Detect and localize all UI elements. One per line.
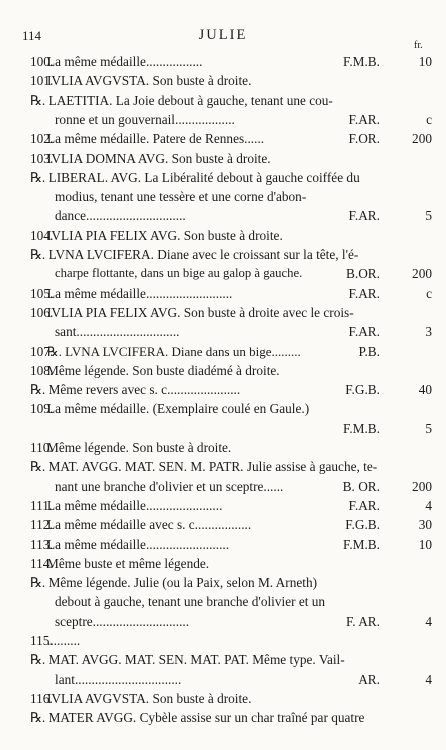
- page-title: JULIE: [198, 27, 248, 43]
- price-value: c: [426, 111, 432, 127]
- entry-text: La même médaille.................: [47, 54, 203, 69]
- entry-text: IVLIA AVGVSTA. Son buste à droite.: [47, 73, 252, 89]
- catalogue-line: [0, 361, 446, 380]
- metal-type: F.M.B.: [343, 420, 380, 436]
- metal-type: F.AR.: [348, 208, 380, 224]
- catalogue-line: [0, 515, 446, 534]
- entry-text: ℞. LVNA LVCIFERA. Diane avec le croissant sur la tête, l'é-: [30, 247, 359, 262]
- catalogue-line: [0, 322, 446, 341]
- metal-type: F.AR.: [348, 497, 380, 513]
- metal-type: P.B.: [358, 343, 380, 359]
- entry-number: 105.: [30, 285, 54, 301]
- entry-text: Même légende. Son buste à droite.: [47, 440, 232, 455]
- price-value: 3: [425, 324, 432, 340]
- catalogue-line: [0, 399, 446, 418]
- entry-number: 115.: [30, 633, 53, 648]
- metal-type: F.AR.: [348, 324, 380, 340]
- entry-text: lant................................: [55, 671, 182, 687]
- entry-number: 101.: [30, 73, 54, 89]
- catalogue-line: [0, 438, 446, 457]
- entry-text: La même médaille..........................: [47, 285, 233, 301]
- catalogue-line: [0, 689, 446, 708]
- catalogue-line: [0, 535, 446, 554]
- metal-type: F.OR.: [348, 131, 380, 147]
- price-value: 5: [425, 208, 432, 224]
- catalogue-line: [0, 496, 446, 515]
- catalogue-line: [0, 670, 446, 689]
- entry-text: Même légende. Son buste diadémé à droite.: [47, 362, 280, 378]
- entry-text: nant une branche d'olivier et un sceptre......: [55, 478, 284, 494]
- metal-type: F.M.B.: [343, 536, 380, 552]
- entry-text: ℞. LVNA LVCIFERA. Diane dans un bige.........: [47, 343, 301, 359]
- catalogue-line: [0, 342, 446, 361]
- price-value: 30: [418, 517, 432, 533]
- catalogue-line: [0, 457, 446, 476]
- price-value: 4: [425, 613, 432, 629]
- price-value: 200: [412, 478, 432, 494]
- entry-text: ℞. MATER AVGG. Cybèle assise sur un char traîné par quatre: [30, 710, 365, 726]
- price-value: 40: [418, 382, 432, 398]
- catalogue-line: [0, 380, 446, 399]
- metal-type: AR.: [358, 671, 380, 687]
- entry-text: sant...............................: [55, 324, 180, 340]
- entry-text: ..........: [47, 633, 81, 648]
- price-value: 4: [425, 671, 432, 687]
- entry-text: IVLIA DOMNA AVG. Son buste à droite.: [47, 150, 271, 166]
- catalogue-line: [0, 187, 446, 206]
- catalogue-line: [0, 284, 446, 303]
- catalogue-line: [0, 91, 446, 110]
- entry-text: La même médaille. (Exemplaire coulé en Gaule.): [47, 401, 310, 417]
- entry-text: La même médaille. Patere de Rennes......: [47, 131, 265, 147]
- catalogue-line: [0, 129, 446, 148]
- entry-text: IVLIA AVGVSTA. Son buste à droite.: [47, 690, 252, 706]
- catalogue-line: [0, 419, 446, 438]
- catalogue-line: [0, 110, 446, 129]
- entry-number: 102.: [30, 131, 54, 147]
- metal-type: F.G.B.: [345, 517, 380, 533]
- page-number: 114: [22, 28, 42, 43]
- column-header: [0, 40, 446, 52]
- entry-number: 112.: [30, 517, 53, 533]
- catalogue-line: [0, 477, 446, 496]
- entry-text: ℞. LIBERAL. AVG. La Libéralité debout à gauche coiffée du: [30, 169, 360, 185]
- entry-text: La même médaille.......................: [47, 497, 223, 513]
- entry-text: ℞. MAT. AVGG. MAT. SEN. MAT. PAT. Même type. Vail-: [30, 652, 345, 668]
- catalogue-line: [0, 573, 446, 592]
- metal-type: F.G.B.: [345, 382, 380, 398]
- price-value: 10: [418, 54, 432, 69]
- entry-text: ℞. Même revers avec s. c......................: [30, 382, 241, 398]
- metal-type: F.M.B.: [343, 54, 380, 69]
- entry-text: debout à gauche, tenant une branche d'olivier et un: [55, 594, 326, 610]
- price-value: c: [426, 285, 432, 301]
- entry-number: 116.: [30, 690, 53, 706]
- price-value: 4: [425, 497, 432, 513]
- catalogue-line: [0, 650, 446, 669]
- catalogue-line: [0, 631, 446, 650]
- entry-text: IVLIA PIA FELIX AVG. Son buste à droite.: [47, 227, 283, 243]
- price-value: 5: [425, 420, 432, 436]
- entry-text: ℞. LAETITIA. La Joie debout à gauche, tenant une cou-: [30, 92, 333, 108]
- catalogue-line: [0, 708, 446, 727]
- metal-type: F.AR.: [348, 111, 380, 127]
- catalogue-line: [0, 303, 446, 322]
- price-value: 200: [412, 131, 432, 147]
- entry-text: ℞. MAT. AVGG. MAT. SEN. M. PATR. Julie assise à gauche, te-: [30, 459, 378, 475]
- catalogue-line: [0, 168, 446, 187]
- entry-number: 106.: [30, 304, 54, 320]
- entry-text: Même buste et même légende.: [47, 555, 210, 571]
- entry-number: 107.: [30, 343, 54, 359]
- entry-text: modius, tenant une tessère et une corne d'abon-: [55, 189, 307, 205]
- entry-number: 114.: [30, 555, 53, 571]
- entry-number: 103.: [30, 150, 54, 166]
- entry-text: ℞. Même légende. Julie (ou la Paix, selon M. Arneth): [30, 575, 318, 591]
- catalogue-line: [0, 226, 446, 245]
- metal-type: B. OR.: [342, 478, 380, 494]
- metal-type: F. AR.: [345, 613, 380, 629]
- catalogue-line: [0, 592, 446, 611]
- catalogue-line: [0, 206, 446, 225]
- price-value: 200: [412, 266, 432, 282]
- entry-number: 109.: [30, 401, 54, 417]
- entry-number: 110.: [30, 440, 53, 455]
- currency-unit: fr.: [414, 40, 423, 51]
- metal-type: B.OR.: [346, 266, 380, 282]
- entry-text: La même médaille avec s. c.................: [47, 517, 252, 533]
- entry-number: 111.: [30, 497, 53, 513]
- entry-text: La même médaille.........................: [47, 536, 230, 552]
- entry-text: IVLIA PIA FELIX AVG. Son buste à droite avec le crois-: [47, 304, 354, 320]
- catalogue-line: [0, 612, 446, 631]
- catalogue-line: [0, 71, 446, 90]
- catalogue-line: [0, 554, 446, 573]
- catalogue-line: [0, 149, 446, 168]
- price-value: 10: [418, 536, 432, 552]
- entry-number: 100.: [30, 54, 54, 69]
- entry-number: 104.: [30, 227, 54, 243]
- entry-text: ronne et un gouvernail..................: [55, 111, 235, 127]
- entry-text: dance..............................: [55, 208, 186, 224]
- catalogue-line: [0, 52, 446, 71]
- entry-number: 113.: [30, 536, 53, 552]
- metal-type: F.AR.: [348, 285, 380, 301]
- entry-text: sceptre.............................: [55, 613, 190, 629]
- catalogue-line: [0, 264, 446, 283]
- entry-number: 108.: [30, 362, 54, 378]
- catalogue-line: [0, 245, 446, 264]
- entry-text: charpe flottante, dans un bige au galop à gauche.: [55, 266, 303, 281]
